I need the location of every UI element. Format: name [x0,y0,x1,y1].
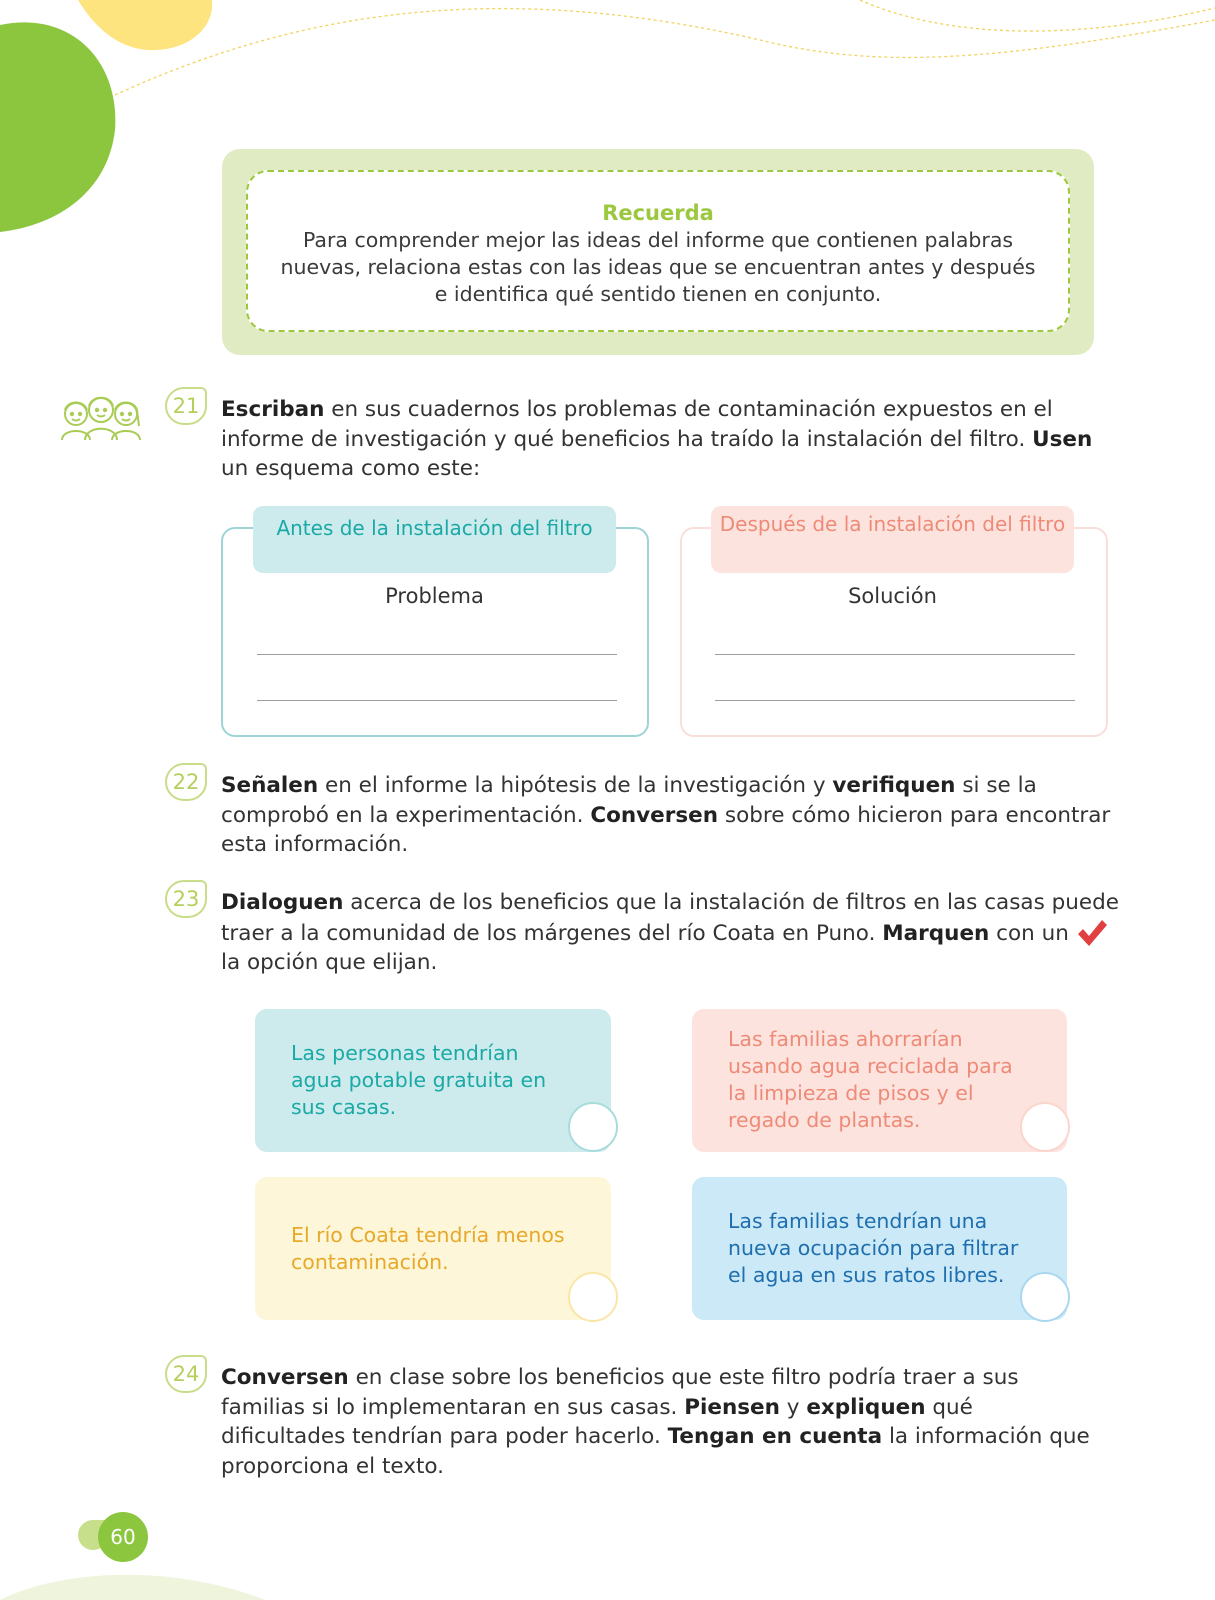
answer-line [715,654,1075,655]
option-checkbox-1[interactable] [568,1102,618,1152]
option-checkbox-3[interactable] [568,1272,618,1322]
activity-23-text: Dialoguen acerca de los beneficios que la instalación de filtros en las casas puede traer a la comunidad de los márgenes del río Coata en Puno. Marquen con un la opción que elijan. [221,890,1119,975]
recuerda-box [246,170,1070,332]
red-check-icon [1076,918,1108,948]
students-group-icon [56,392,146,442]
option-text: Las familias tendrían una nueva ocupación para filtrar el agua en sus ratos libres. [728,1209,1019,1287]
activity-24-text: Conversen en clase sobre los beneficios que este filtro podría traer a sus familias si lo implementaran en sus casas. Piensen y expliquen qué dificultades tendrían para poder hacerlo. Tengan en cuenta la información que proporciona el texto. [221,1365,1090,1479]
page-number: 60 [98,1512,148,1562]
activity-number: 22 [165,763,207,801]
option-card-3 [255,1177,611,1320]
answer-line [715,700,1075,701]
option-checkbox-4[interactable] [1020,1272,1070,1322]
scheme-before-label: Problema [385,584,484,608]
activity-number: 24 [165,1355,207,1393]
scheme-before-header: Antes de la instalación del filtro [253,506,616,573]
answer-line [257,654,617,655]
option-card-1 [255,1009,611,1152]
option-text: El río Coata tendría menos contaminación. [291,1223,565,1274]
scheme-after-header: Después de la instalación del filtro [711,506,1074,573]
activity-21-text: Escriban en sus cuadernos los problemas de contaminación expuestos en el informe de investigación y qué beneficios ha traído la instalación del filtro. Usen un esquema como este: [221,397,1093,481]
bottom-decoration [0,1565,400,1600]
option-text: Las familias ahorrarían usando agua reciclada para la limpieza de pisos y el regado de plantas. [728,1027,1013,1132]
option-card-4 [692,1177,1067,1320]
option-card-2 [692,1009,1067,1152]
scheme-after-label: Solución [848,584,937,608]
option-text: Las personas tendrían agua potable gratuita en sus casas. [291,1041,547,1119]
activity-22-text: Señalen en el informe la hipótesis de la investigación y verifiquen si se la comprobó en la experimentación. Conversen sobre cómo hicieron para encontrar esta información. [221,773,1111,857]
recuerda-text: Para comprender mejor las ideas del informe que contienen palabras nuevas, relaciona estas con las ideas que se encuentran antes y después e identifica qué sentido tienen en conjunto. [280,228,1036,306]
activity-number: 23 [165,880,207,918]
answer-line [257,700,617,701]
recuerda-title: Recuerda [602,201,714,225]
activity-number: 21 [165,387,207,425]
option-checkbox-2[interactable] [1020,1102,1070,1152]
